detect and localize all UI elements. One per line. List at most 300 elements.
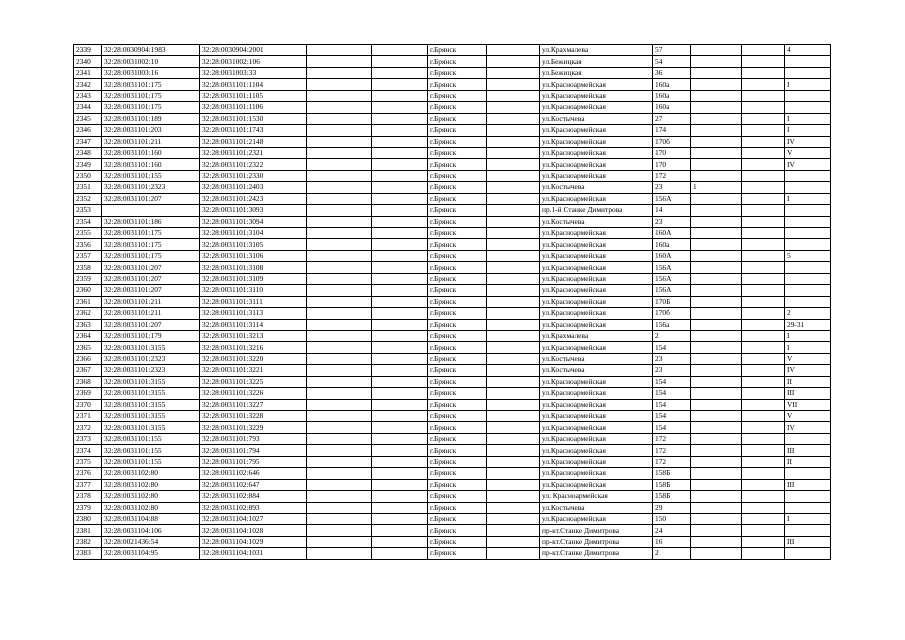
- cell-c11: [742, 491, 785, 502]
- cell-house: 154: [653, 399, 691, 410]
- cell-cadastral_parcel: 32:28:0031101:175: [102, 239, 200, 250]
- cell-c4: [307, 56, 372, 67]
- cell-city: г.Брянск: [428, 422, 487, 433]
- cell-c7: [487, 422, 540, 433]
- cell-city: г.Брянск: [428, 216, 487, 227]
- table-row: [74, 45, 831, 56]
- cell-c7: [487, 491, 540, 502]
- cell-street: ул.Костычева: [540, 502, 653, 513]
- cell-c5: [372, 479, 428, 490]
- cell-house: 172: [653, 445, 691, 456]
- cell-street: ул.Костычева: [540, 353, 653, 364]
- cell-cadastral_building: 32:28:0031104:1028: [200, 525, 307, 536]
- cell-cadastral_parcel: 32:28:0031102:80: [102, 479, 200, 490]
- cell-c10: [691, 376, 742, 387]
- cell-street: пр.1-й Станке Димитрова: [540, 205, 653, 216]
- cell-c12: III: [785, 536, 831, 547]
- cell-street: ул.Костычева: [540, 216, 653, 227]
- cell-c5: [372, 525, 428, 536]
- cell-c11: [742, 102, 785, 113]
- cell-cadastral_parcel: 32:28:0031101:3155: [102, 411, 200, 422]
- cell-num: 2345: [74, 113, 102, 124]
- cell-num: 2373: [74, 433, 102, 444]
- cell-c5: [372, 296, 428, 307]
- cell-c12: [785, 67, 831, 78]
- cell-c11: [742, 536, 785, 547]
- cell-house: 160а: [653, 79, 691, 90]
- cell-house: 154: [653, 411, 691, 422]
- cell-num: 2356: [74, 239, 102, 250]
- cell-street: ул.Красноармейская: [540, 228, 653, 239]
- cell-c7: [487, 228, 540, 239]
- cell-num: 2363: [74, 319, 102, 330]
- cell-city: г.Брянск: [428, 125, 487, 136]
- cell-c12: I: [785, 193, 831, 204]
- cell-street: ул.Красноармейская: [540, 136, 653, 147]
- cell-c10: [691, 422, 742, 433]
- cell-cadastral_parcel: 32:28:0031102:80: [102, 468, 200, 479]
- cell-c4: [307, 205, 372, 216]
- cell-cadastral_building: 32:28:0031101:3216: [200, 342, 307, 353]
- cell-c12: 2: [785, 308, 831, 319]
- cell-c12: [785, 548, 831, 559]
- cell-c10: [691, 479, 742, 490]
- cell-c10: [691, 45, 742, 56]
- cell-num: 2381: [74, 525, 102, 536]
- cell-c4: [307, 159, 372, 170]
- cell-num: 2375: [74, 456, 102, 467]
- cell-c11: [742, 422, 785, 433]
- cell-c5: [372, 548, 428, 559]
- cell-street: ул.Красноармейская: [540, 285, 653, 296]
- cell-num: 2365: [74, 342, 102, 353]
- table-row: [74, 411, 831, 422]
- cell-city: г.Брянск: [428, 433, 487, 444]
- cell-house: 36: [653, 67, 691, 78]
- cell-cadastral_building: 32:28:0031101:3221: [200, 365, 307, 376]
- cell-c12: 5: [785, 250, 831, 261]
- cell-street: ул.Костычева: [540, 365, 653, 376]
- cell-city: г.Брянск: [428, 79, 487, 90]
- cell-house: 160а: [653, 102, 691, 113]
- cell-c4: [307, 147, 372, 158]
- cell-city: г.Брянск: [428, 468, 487, 479]
- cell-cadastral_building: 32:28:0031102:893: [200, 502, 307, 513]
- cell-c4: [307, 388, 372, 399]
- cell-cadastral_parcel: 32:28:0031101:175: [102, 250, 200, 261]
- cell-city: г.Брянск: [428, 330, 487, 341]
- cell-house: 160А: [653, 228, 691, 239]
- cell-street: ул.Бежицкая: [540, 67, 653, 78]
- cell-cadastral_building: 32:28:0031101:3110: [200, 285, 307, 296]
- cell-c12: [785, 285, 831, 296]
- cell-c7: [487, 353, 540, 364]
- cell-c10: [691, 308, 742, 319]
- cell-num: 2344: [74, 102, 102, 113]
- cell-cadastral_building: 32:28:0030904:2001: [200, 45, 307, 56]
- cell-c7: [487, 170, 540, 181]
- cell-c11: [742, 45, 785, 56]
- cell-city: г.Брянск: [428, 193, 487, 204]
- cell-c7: [487, 273, 540, 284]
- cell-city: г.Брянск: [428, 113, 487, 124]
- cell-street: ул.Костычева: [540, 113, 653, 124]
- cell-c7: [487, 468, 540, 479]
- cell-city: г.Брянск: [428, 170, 487, 181]
- cell-c5: [372, 330, 428, 341]
- cell-c5: [372, 147, 428, 158]
- cell-c4: [307, 90, 372, 101]
- table-row: [74, 125, 831, 136]
- cell-cadastral_parcel: 32:28:0031101:3155: [102, 388, 200, 399]
- table-row: [74, 79, 831, 90]
- cell-c5: [372, 445, 428, 456]
- cell-c7: [487, 376, 540, 387]
- cell-street: ул.Красноармейская: [540, 445, 653, 456]
- cell-c4: [307, 548, 372, 559]
- table-row: [74, 56, 831, 67]
- cell-num: 2353: [74, 205, 102, 216]
- cell-street: ул.Красноармейская: [540, 388, 653, 399]
- cell-cadastral_parcel: 32:28:0031101:175: [102, 228, 200, 239]
- cell-c5: [372, 308, 428, 319]
- cell-city: г.Брянск: [428, 479, 487, 490]
- cell-c10: [691, 285, 742, 296]
- cell-c7: [487, 296, 540, 307]
- cell-cadastral_parcel: 32:28:0031101:211: [102, 308, 200, 319]
- table-row: [74, 250, 831, 261]
- cell-cadastral_parcel: 32:28:0031003:16: [102, 67, 200, 78]
- cell-cadastral_building: 32:28:0031101:3108: [200, 262, 307, 273]
- cell-c5: [372, 502, 428, 513]
- table-row: [74, 239, 831, 250]
- cell-c11: [742, 330, 785, 341]
- cell-house: 156а: [653, 319, 691, 330]
- cell-house: 170б: [653, 308, 691, 319]
- cell-c12: [785, 56, 831, 67]
- cell-cadastral_parcel: 32:28:0031101:211: [102, 136, 200, 147]
- cell-num: 2358: [74, 262, 102, 273]
- cell-c10: [691, 399, 742, 410]
- cell-c11: [742, 399, 785, 410]
- table-row: [74, 491, 831, 502]
- table-row: [74, 170, 831, 181]
- table-row: [74, 205, 831, 216]
- cell-c11: [742, 285, 785, 296]
- cell-street: пр-кт.Станке Димитрова: [540, 525, 653, 536]
- cell-cadastral_building: 32:28:0031003:33: [200, 67, 307, 78]
- cell-c4: [307, 182, 372, 193]
- cell-c12: I: [785, 113, 831, 124]
- cell-city: г.Брянск: [428, 182, 487, 193]
- cell-c4: [307, 113, 372, 124]
- cell-num: 2348: [74, 147, 102, 158]
- table-row: [74, 113, 831, 124]
- cell-cadastral_building: 32:28:0031101:1530: [200, 113, 307, 124]
- cell-cadastral_building: 32:28:0031101:2321: [200, 147, 307, 158]
- cell-c12: I: [785, 125, 831, 136]
- cell-c4: [307, 411, 372, 422]
- cell-c5: [372, 67, 428, 78]
- cell-cadastral_parcel: 32:28:0031101:175: [102, 79, 200, 90]
- cell-house: 54: [653, 56, 691, 67]
- cell-c10: [691, 102, 742, 113]
- table-row: [74, 193, 831, 204]
- cell-city: г.Брянск: [428, 56, 487, 67]
- cell-c11: [742, 182, 785, 193]
- cell-c7: [487, 262, 540, 273]
- cell-street: ул.Костычева: [540, 182, 653, 193]
- cell-num: 2368: [74, 376, 102, 387]
- cell-cadastral_building: 32:28:0031102:647: [200, 479, 307, 490]
- cell-num: 2374: [74, 445, 102, 456]
- table-row: [74, 319, 831, 330]
- cell-city: г.Брянск: [428, 411, 487, 422]
- cell-c5: [372, 468, 428, 479]
- cell-city: г.Брянск: [428, 502, 487, 513]
- cell-c7: [487, 90, 540, 101]
- cell-city: г.Брянск: [428, 365, 487, 376]
- cell-c10: [691, 147, 742, 158]
- cell-house: 170: [653, 159, 691, 170]
- cell-num: 2367: [74, 365, 102, 376]
- cell-c11: [742, 548, 785, 559]
- cell-c12: IV: [785, 159, 831, 170]
- cell-c12: III: [785, 479, 831, 490]
- cell-num: 2355: [74, 228, 102, 239]
- cell-c5: [372, 159, 428, 170]
- cell-c7: [487, 502, 540, 513]
- cell-c4: [307, 525, 372, 536]
- cell-house: 156А: [653, 285, 691, 296]
- cell-cadastral_building: 32:28:0031101:3093: [200, 205, 307, 216]
- cell-num: 2369: [74, 388, 102, 399]
- cell-c7: [487, 136, 540, 147]
- cell-street: ул.Бежицкая: [540, 56, 653, 67]
- cell-house: 154: [653, 342, 691, 353]
- cell-c11: [742, 456, 785, 467]
- cell-city: г.Брянск: [428, 491, 487, 502]
- cell-city: г.Брянск: [428, 45, 487, 56]
- table-row: [74, 273, 831, 284]
- cell-c7: [487, 285, 540, 296]
- cell-c12: [785, 228, 831, 239]
- cell-c12: II: [785, 376, 831, 387]
- cell-cadastral_building: 32:28:0031101:1105: [200, 90, 307, 101]
- cell-c5: [372, 513, 428, 524]
- cell-cadastral_parcel: 32:28:0031101:160: [102, 159, 200, 170]
- cell-c11: [742, 479, 785, 490]
- cell-street: ул.Красноармейская: [540, 193, 653, 204]
- cell-cadastral_building: 32:28:0031101:3111: [200, 296, 307, 307]
- cell-c11: [742, 468, 785, 479]
- cell-cadastral_parcel: 32:28:0030904:1983: [102, 45, 200, 56]
- cell-cadastral_building: 32:28:0031101:3105: [200, 239, 307, 250]
- cell-house: 150: [653, 513, 691, 524]
- cell-c4: [307, 365, 372, 376]
- cell-city: г.Брянск: [428, 147, 487, 158]
- cell-c7: [487, 399, 540, 410]
- cell-num: 2359: [74, 273, 102, 284]
- cell-c10: [691, 388, 742, 399]
- cell-street: ул.Красноармейская: [540, 456, 653, 467]
- cell-c10: [691, 548, 742, 559]
- cell-street: ул.Красноармейская: [540, 250, 653, 261]
- cell-num: 2351: [74, 182, 102, 193]
- cell-street: ул.Красноармейская: [540, 147, 653, 158]
- cell-c11: [742, 90, 785, 101]
- cell-city: г.Брянск: [428, 388, 487, 399]
- cell-cadastral_parcel: 32:28:0031101:155: [102, 170, 200, 181]
- cell-street: пр-кт.Станке Димитрова: [540, 536, 653, 547]
- cell-c12: III: [785, 388, 831, 399]
- cell-city: г.Брянск: [428, 239, 487, 250]
- cell-c10: [691, 113, 742, 124]
- cell-c10: [691, 365, 742, 376]
- cell-street: ул.Красноармейская: [540, 479, 653, 490]
- table-row: [74, 479, 831, 490]
- cell-c11: [742, 56, 785, 67]
- cell-c12: [785, 90, 831, 101]
- cell-num: 2349: [74, 159, 102, 170]
- cell-c10: [691, 228, 742, 239]
- cell-cadastral_building: 32:28:0031101:3226: [200, 388, 307, 399]
- cell-c5: [372, 433, 428, 444]
- cell-cadastral_parcel: 32:28:0031101:186: [102, 216, 200, 227]
- cell-c10: [691, 67, 742, 78]
- cell-c10: [691, 433, 742, 444]
- table-row: [74, 308, 831, 319]
- cell-cadastral_building: 32:28:0031101:1743: [200, 125, 307, 136]
- cell-c4: [307, 285, 372, 296]
- cell-city: г.Брянск: [428, 513, 487, 524]
- cell-c12: IV: [785, 365, 831, 376]
- cell-c11: [742, 308, 785, 319]
- cell-c10: [691, 353, 742, 364]
- cell-c11: [742, 67, 785, 78]
- cell-c10: [691, 239, 742, 250]
- cell-city: г.Брянск: [428, 353, 487, 364]
- cell-city: г.Брянск: [428, 296, 487, 307]
- cell-num: 2376: [74, 468, 102, 479]
- cell-city: г.Брянск: [428, 399, 487, 410]
- cell-c12: I: [785, 342, 831, 353]
- cell-c5: [372, 102, 428, 113]
- cell-c7: [487, 102, 540, 113]
- cell-c7: [487, 433, 540, 444]
- cell-c5: [372, 228, 428, 239]
- cell-city: г.Брянск: [428, 67, 487, 78]
- cell-c4: [307, 45, 372, 56]
- cell-c10: [691, 262, 742, 273]
- table-row: [74, 90, 831, 101]
- cell-cadastral_building: 32:28:0031101:1104: [200, 79, 307, 90]
- cell-house: 174: [653, 125, 691, 136]
- cell-c10: [691, 330, 742, 341]
- cell-c5: [372, 90, 428, 101]
- cell-city: г.Брянск: [428, 285, 487, 296]
- cell-c7: [487, 308, 540, 319]
- table-row: [74, 67, 831, 78]
- cell-cadastral_parcel: 32:28:0031101:2323: [102, 182, 200, 193]
- cell-c10: [691, 468, 742, 479]
- cell-cadastral_parcel: 32:28:0031101:175: [102, 90, 200, 101]
- cell-c10: [691, 193, 742, 204]
- cell-c11: [742, 411, 785, 422]
- cell-street: ул.Красноармейская: [540, 239, 653, 250]
- cell-num: 2370: [74, 399, 102, 410]
- cell-c5: [372, 456, 428, 467]
- table-row: [74, 548, 831, 559]
- cell-c10: [691, 136, 742, 147]
- cell-c11: [742, 376, 785, 387]
- cell-c7: [487, 456, 540, 467]
- cell-house: 172: [653, 433, 691, 444]
- cell-c4: [307, 262, 372, 273]
- cell-house: 158Б: [653, 479, 691, 490]
- cell-c7: [487, 525, 540, 536]
- cell-c7: [487, 536, 540, 547]
- cell-c11: [742, 159, 785, 170]
- cell-city: г.Брянск: [428, 228, 487, 239]
- cell-c7: [487, 216, 540, 227]
- cell-c10: [691, 491, 742, 502]
- cell-cadastral_parcel: 32:28:0031101:207: [102, 273, 200, 284]
- table-row: [74, 102, 831, 113]
- cell-c5: [372, 388, 428, 399]
- cell-c10: [691, 90, 742, 101]
- cell-c4: [307, 422, 372, 433]
- cell-house: 170: [653, 147, 691, 158]
- cell-c5: [372, 411, 428, 422]
- cell-c4: [307, 353, 372, 364]
- cell-house: 156А: [653, 262, 691, 273]
- cell-c11: [742, 250, 785, 261]
- cell-c7: [487, 411, 540, 422]
- cell-street: ул.Красноармейская: [540, 342, 653, 353]
- cell-city: г.Брянск: [428, 456, 487, 467]
- table-row: [74, 228, 831, 239]
- table-row: [74, 330, 831, 341]
- cell-c4: [307, 513, 372, 524]
- cell-num: 2380: [74, 513, 102, 524]
- cell-c7: [487, 45, 540, 56]
- cell-house: 160а: [653, 90, 691, 101]
- cell-street: ул.Красноармейская: [540, 79, 653, 90]
- cell-c11: [742, 513, 785, 524]
- cell-city: г.Брянск: [428, 319, 487, 330]
- cell-cadastral_building: 32:28:0031101:2403: [200, 182, 307, 193]
- cell-house: 172: [653, 456, 691, 467]
- cell-cadastral_building: 32:28:0031101:2330: [200, 170, 307, 181]
- cell-c7: [487, 79, 540, 90]
- cell-cadastral_parcel: 32:28:0031104:106: [102, 525, 200, 536]
- cell-c5: [372, 376, 428, 387]
- cell-c11: [742, 445, 785, 456]
- table-row: [74, 216, 831, 227]
- cell-c11: [742, 125, 785, 136]
- cell-c7: [487, 319, 540, 330]
- cell-c11: [742, 502, 785, 513]
- cell-house: 156А: [653, 273, 691, 284]
- cell-c5: [372, 353, 428, 364]
- cell-city: г.Брянск: [428, 445, 487, 456]
- cell-c11: [742, 433, 785, 444]
- cell-cadastral_building: 32:28:0031102:646: [200, 468, 307, 479]
- cell-cadastral_parcel: 32:28:0031101:179: [102, 330, 200, 341]
- cell-street: ул.Красноармейская: [540, 102, 653, 113]
- cell-num: 2360: [74, 285, 102, 296]
